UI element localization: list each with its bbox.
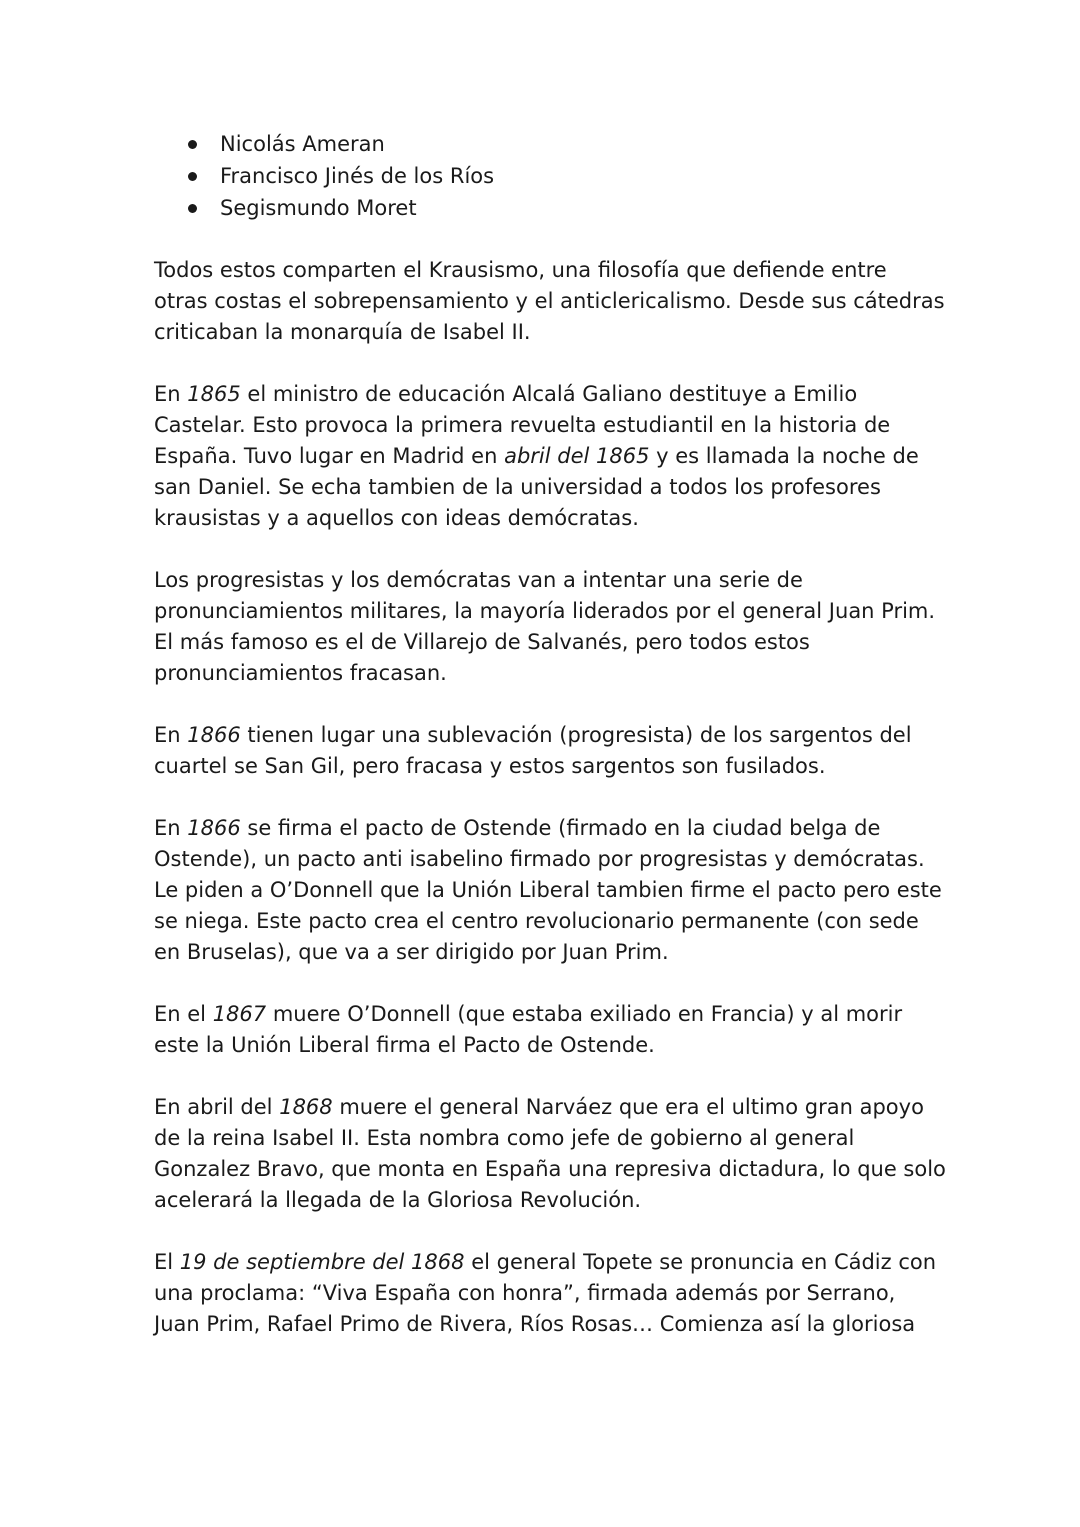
name-bullet-list xyxy=(154,128,944,224)
year: 1868 xyxy=(279,1095,333,1119)
document-page xyxy=(154,128,944,1340)
year: 1867 xyxy=(212,1002,267,1026)
list-item: Nicolás Ameran xyxy=(154,128,944,160)
paragraph-pronunciamientos: Los progresistas y los demócratas van a intentar una serie de pronunciamientos militares, la mayoría liderados por el general Juan Prim. El más famoso es el de Villarejo de Salvanés, pero todos estos pronunciamientos fracasan. xyxy=(154,568,936,685)
year: 1865 xyxy=(187,382,241,406)
paragraph-1868-topete: El 19 de septiembre del 1868 el general Topete se pronuncia en Cádiz con una proclama: “Viva España con honra”, firmada además por Serrano, Juan Prim, Rafael Primo de Rivera, Ríos Rosas… Comienza así la gloriosa xyxy=(154,1250,937,1336)
paragraph-1868-narvaez: En abril del 1868 muere el general Narváez que era el ultimo gran apoyo de la reina Isabel II. Esta nombra como jefe de gobierno al general Gonzalez Bravo, que monta en España una represiva dictadura, lo que solo acelerará la llegada de la Gloriosa Revolución. xyxy=(154,1095,946,1212)
list-item: Francisco Jinés de los Ríos xyxy=(154,160,944,192)
paragraph-1867: En el 1867 muere O’Donnell (que estaba exiliado en Francia) y al morir este la Unión Liberal firma el Pacto de Ostende. xyxy=(154,1002,903,1057)
paragraph-krausismo: Todos estos comparten el Krausismo, una filosofía que defiende entre otras costas el sobrepensamiento y el anticlericalismo. Desde sus cátedras criticaban la monarquía de Isabel II. xyxy=(154,258,945,344)
list-item: Segismundo Moret xyxy=(154,192,944,224)
paragraph-1866-ostende: En 1866 se firma el pacto de Ostende (firmado en la ciudad belga de Ostende), un pacto anti isabelino firmado por progresistas y demócratas. Le piden a O’Donnell que la Unión Liberal tambien firme el pacto pero este se niega. Este pacto crea el centro revolucionario permanente (con sede en Bruselas), que va a ser dirigido por Juan Prim. xyxy=(154,816,942,964)
paragraph-1866-san-gil: En 1866 tienen lugar una sublevación (progresista) de los sargentos del cuartel se San Gil, pero fracasa y estos sargentos son fusilados. xyxy=(154,723,912,778)
paragraph-1865: En 1865 el ministro de educación Alcalá Galiano destituye a Emilio Castelar. Esto provoca la primera revuelta estudiantil en la historia de España. Tuvo lugar en Madrid en abril del 1865 y es llamada la noche de san Daniel. Se echa tambien de la universidad a todos los profesores krausistas y a aquellos con ideas demócratas. xyxy=(154,382,919,530)
date: 19 de septiembre del 1868 xyxy=(179,1250,465,1274)
year: 1866 xyxy=(187,816,241,840)
year: 1866 xyxy=(187,723,241,747)
date: abril del 1865 xyxy=(504,444,650,468)
